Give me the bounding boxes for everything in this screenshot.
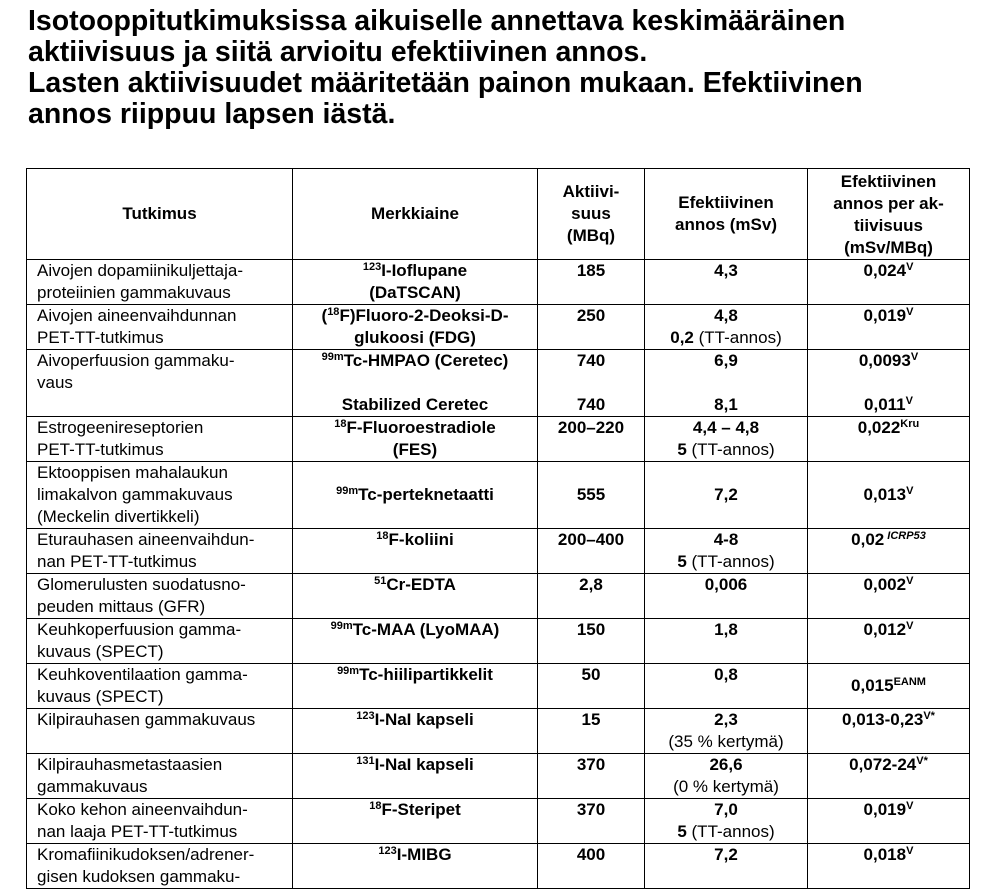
table-header-row xyxy=(27,169,970,260)
table-row xyxy=(27,462,970,529)
cell-annos: 4,8 0,2 (TT-annos) xyxy=(645,305,808,350)
cell-tutkimus: Keuhkoventilaation gamma- kuvaus (SPECT) xyxy=(27,664,293,709)
cell-tutkimus: Ektooppisen mahalaukun limakalvon gammakuvaus (Meckelin divertikkeli) xyxy=(27,462,293,529)
cell-annos: 1,8 xyxy=(645,619,808,664)
cell-tutkimus: Estrogeenireseptorien PET-TT-tutkimus xyxy=(27,417,293,462)
cell-tutkimus: Aivojen dopamiinikuljettaja- proteiinien gammakuvaus xyxy=(27,260,293,305)
cell-aktiivisuus: 200–400 xyxy=(538,529,645,574)
cell-aktiivisuus: 400 xyxy=(538,844,645,889)
cell-tutkimus: Kilpirauhasmetastaasien gammakuvaus xyxy=(27,754,293,799)
cell-merkkiaine: $^{18}$F-Fluoroestradiole (FES) xyxy=(293,417,538,462)
cell-merkkiaine: $^{18}$F-Steripet xyxy=(293,799,538,844)
cell-tutkimus: Glomerulusten suodatusno- peuden mittaus (GFR) xyxy=(27,574,293,619)
cell-merkkiaine: $^{99m}$Tc-HMPAO (Ceretec) Stabilized Ceretec xyxy=(293,350,538,417)
table-row xyxy=(27,574,970,619)
cell-merkkiaine: $^{99m}$Tc-perteknetaatti xyxy=(293,462,538,529)
cell-aktiivisuus: 150 xyxy=(538,619,645,664)
table-row xyxy=(27,260,970,305)
cell-annos: 26,6 (0 % kertymä) xyxy=(645,754,808,799)
cell-aktiivisuus: 555 xyxy=(538,462,645,529)
cell-merkkiaine: $^{99m}$Tc-hiilipartikkelit xyxy=(293,664,538,709)
cell-per: $0,022^{Kru}$ xyxy=(808,417,970,462)
cell-merkkiaine: $^{99m}$Tc-MAA (LyoMAA) xyxy=(293,619,538,664)
cell-aktiivisuus: 370 xyxy=(538,754,645,799)
cell-per: $0,018^V$ xyxy=(808,844,970,889)
cell-per: $0,019^V$ xyxy=(808,799,970,844)
cell-annos: 4-8 5 (TT-annos) xyxy=(645,529,808,574)
title-line-3: Lasten aktiivisuudet määritetään painon mukaan. Efektiivinen xyxy=(28,67,863,99)
cell-merkkiaine: ($^{18}$F)Fluoro-2-Deoksi-D- glukoosi (FDG) xyxy=(293,305,538,350)
header-annos: Efektiivinen annos (mSv) xyxy=(645,169,808,260)
cell-merkkiaine: $^{18}$F-koliini xyxy=(293,529,538,574)
cell-tutkimus: Koko kehon aineenvaihdun- nan laaja PET-TT-tutkimus xyxy=(27,799,293,844)
cell-per: $0,015^{EANM}$ xyxy=(808,664,970,709)
cell-aktiivisuus: 740 740 xyxy=(538,350,645,417)
cell-merkkiaine: $^{123}$I-NaI kapseli xyxy=(293,709,538,754)
cell-per: $0,012^V$ xyxy=(808,619,970,664)
title-line-4: annos riippuu lapsen iästä. xyxy=(28,98,396,130)
cell-annos: 4,3 xyxy=(645,260,808,305)
header-merkkiaine: Merkkiaine xyxy=(293,169,538,260)
cell-annos: 4,4 – 4,8 5 (TT-annos) xyxy=(645,417,808,462)
page-title xyxy=(28,6,978,130)
cell-merkkiaine: $^{123}$I-MIBG xyxy=(293,844,538,889)
title-line-2: aktiivisuus ja siitä arvioitu efektiivinen annos. xyxy=(28,36,648,68)
table-row xyxy=(27,305,970,350)
isotope-table xyxy=(26,168,970,889)
cell-annos: 7,2 xyxy=(645,844,808,889)
cell-aktiivisuus: 50 xyxy=(538,664,645,709)
title-line-1: Isotooppitutkimuksissa aikuiselle annettava keskimääräinen xyxy=(28,5,846,37)
cell-tutkimus: Aivoperfuusion gammaku- vaus xyxy=(27,350,293,417)
table-row xyxy=(27,844,970,889)
cell-tutkimus: Keuhkoperfuusion gamma- kuvaus (SPECT) xyxy=(27,619,293,664)
table-row xyxy=(27,619,970,664)
cell-aktiivisuus: 250 xyxy=(538,305,645,350)
table-row xyxy=(27,350,970,417)
cell-annos: 6,9 8,1 xyxy=(645,350,808,417)
cell-annos: 0,006 xyxy=(645,574,808,619)
header-per-aktiivisuus: Efektiivinen annos per ak- tiivisuus (mSv/MBq) xyxy=(808,169,970,260)
table-row xyxy=(27,417,970,462)
cell-merkkiaine: $^{51}$Cr-EDTA xyxy=(293,574,538,619)
cell-tutkimus: Aivojen aineenvaihdunnan PET-TT-tutkimus xyxy=(27,305,293,350)
cell-merkkiaine: $^{123}$I-Ioflupane (DaTSCAN) xyxy=(293,260,538,305)
cell-annos: 7,0 5 (TT-annos) xyxy=(645,799,808,844)
cell-tutkimus: Eturauhasen aineenvaihdun- nan PET-TT-tutkimus xyxy=(27,529,293,574)
cell-per: 0,02 $^{ICRP53}$ xyxy=(808,529,970,574)
cell-aktiivisuus: 370 xyxy=(538,799,645,844)
table-row xyxy=(27,709,970,754)
cell-aktiivisuus: 200–220 xyxy=(538,417,645,462)
cell-per: $0,024^V$ xyxy=(808,260,970,305)
cell-per: $0,019^V$ xyxy=(808,305,970,350)
header-tutkimus: Tutkimus xyxy=(27,169,293,260)
cell-per: $0,002^V$ xyxy=(808,574,970,619)
cell-per: $0,072-24^{V*}$ xyxy=(808,754,970,799)
cell-aktiivisuus: 185 xyxy=(538,260,645,305)
cell-per: $0,013^V$ xyxy=(808,462,970,529)
cell-annos: 2,3 (35 % kertymä) xyxy=(645,709,808,754)
cell-tutkimus: Kromafiinikudoksen/adrener- gisen kudoksen gammaku- xyxy=(27,844,293,889)
cell-aktiivisuus: 2,8 xyxy=(538,574,645,619)
cell-annos: 7,2 xyxy=(645,462,808,529)
table-row xyxy=(27,799,970,844)
table-row xyxy=(27,664,970,709)
cell-aktiivisuus: 15 xyxy=(538,709,645,754)
table-row xyxy=(27,754,970,799)
header-aktiivisuus: Aktiivi- suus (MBq) xyxy=(538,169,645,260)
cell-annos: 0,8 xyxy=(645,664,808,709)
cell-per: $0,0093^V$ $0,011^V$ xyxy=(808,350,970,417)
cell-tutkimus: Kilpirauhasen gammakuvaus xyxy=(27,709,293,754)
cell-merkkiaine: $^{131}$I-NaI kapseli xyxy=(293,754,538,799)
table-row xyxy=(27,529,970,574)
cell-per: $0,013-0,23^{V*}$ xyxy=(808,709,970,754)
